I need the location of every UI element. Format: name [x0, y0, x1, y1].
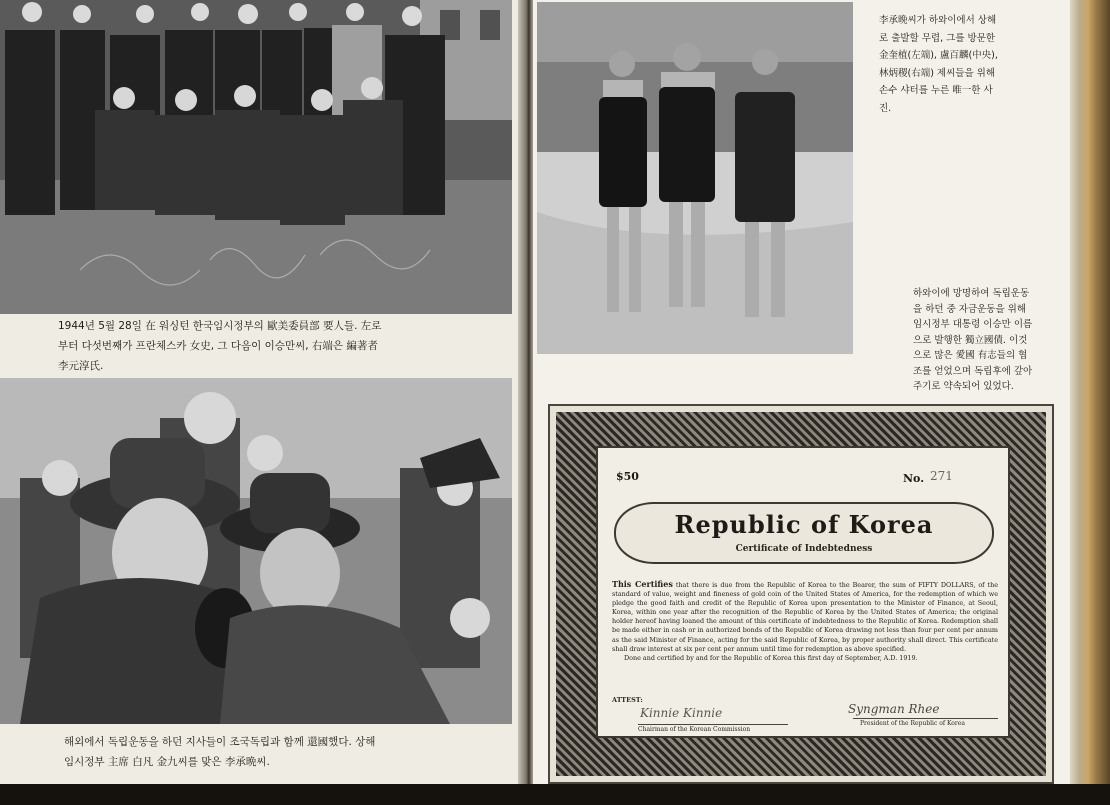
caption-line: 李承晩씨가 하와이에서 상해 [879, 15, 997, 26]
returning-leaders-photo [0, 378, 512, 724]
caption-line: 해외에서 독립운동을 하던 지사들이 조국독립과 함께 還國했다. 상해 [64, 736, 376, 748]
role-chairman: Chairman of the Korean Commission [638, 726, 751, 733]
caption-line: 진. [879, 102, 892, 114]
caption-line: 로 출발할 무렵, 그를 방문한 [879, 32, 996, 44]
certificate-number-label: No. [903, 472, 925, 485]
certificate-body-text: that there is due from the Republic of Korea to the Bearer, the sum of FIFTY DOLLARS, of the standard of value, weight and fineness of gold coin of the United States of America, for the redemption of which we pledge the good faith and credit of the Republic of Korea upon presentation to the Minister of Finance, at Seoul, Korea, within one year after the recognition of the Republic of Korea by the United States of America; the original holder hereof having loaned the amount of this certificate of indebtedness to the Republic of Korea. Redemption shall be made either in cash or in authorized bonds of the Republic of Korea drawing not less than four per cent per annum as the said Minister of Finance, acting for the said Republic of Korea, by proper authority shall direct. This certificate shall draw interest at six per cent per annum until time for redemption as above specified. [612, 581, 998, 653]
caption-hawaii-photo [879, 12, 1029, 117]
caption-line: 으로 많은 愛國 有志들의 협 [913, 350, 1028, 361]
certificate-body [612, 580, 998, 663]
certificate-number: 271 [930, 469, 953, 483]
hawaii-photo [537, 2, 853, 354]
caption-line: 金奎植(左端), 盧百麟(中央), [879, 50, 998, 61]
caption-returning-leaders [64, 732, 504, 772]
caption-bond [913, 286, 1063, 395]
caption-line: 손수 샤터를 누른 唯一한 사 [879, 85, 993, 96]
certificate-attest-label: ATTEST: [612, 696, 643, 704]
signature-chairman: Kinnie Kinnie [640, 706, 723, 720]
caption-line: 1944년 5월 28일 在 워싱턴 한국임시정부의 歐美委員部 要人들. 左로 [58, 320, 382, 332]
signature-president: Syngman Rhee [848, 702, 940, 716]
caption-line: 林炳稷(右端) 제씨들을 위해 [879, 67, 996, 79]
book-page-edges [1070, 0, 1110, 805]
left-page [0, 0, 522, 790]
certificate-amount: $50 [616, 470, 639, 483]
group-photo-washington [0, 0, 512, 314]
signature-line-right [853, 718, 998, 719]
caption-line: 임시정부 主席 白凡 金九씨를 맞은 李承晩씨. [64, 756, 270, 768]
certificate-closing: Done and certified by and for the Republic of Korea this first day of September, A.D. 1919. [624, 653, 918, 662]
caption-line: 을 하던 중 자금운동을 위해 [913, 303, 1027, 315]
caption-line: 주기로 약속되어 있었다. [913, 381, 1014, 392]
certificate-title-banner [614, 502, 994, 564]
caption-line: 임시정부 대통령 이승만 이름 [913, 319, 1033, 330]
role-president: President of the Republic of Korea [860, 720, 965, 727]
caption-line: 으로 발행한 獨立國債. 이것 [913, 334, 1028, 346]
caption-line: 부터 다섯번째가 프란체스카 女史, 그 다음이 이승만씨, 右端은 編著者 [58, 340, 378, 352]
caption-line: 李元淳氏. [58, 360, 104, 372]
certificate-subtitle: Certificate of Indebtedness [735, 544, 873, 554]
certificate-panel [596, 446, 1010, 738]
certificate-of-indebtedness [548, 404, 1054, 784]
caption-group-photo [58, 316, 498, 376]
certificate-body-lead: This Certifies [612, 579, 673, 589]
background-surface [0, 784, 1110, 805]
caption-line: 조를 얻었으며 독립후에 갚아 [913, 365, 1033, 377]
certificate-title: Republic of Korea [674, 510, 934, 539]
caption-line: 하와이에 망명하여 독립운동 [913, 288, 1030, 299]
signature-line-left [638, 724, 788, 725]
